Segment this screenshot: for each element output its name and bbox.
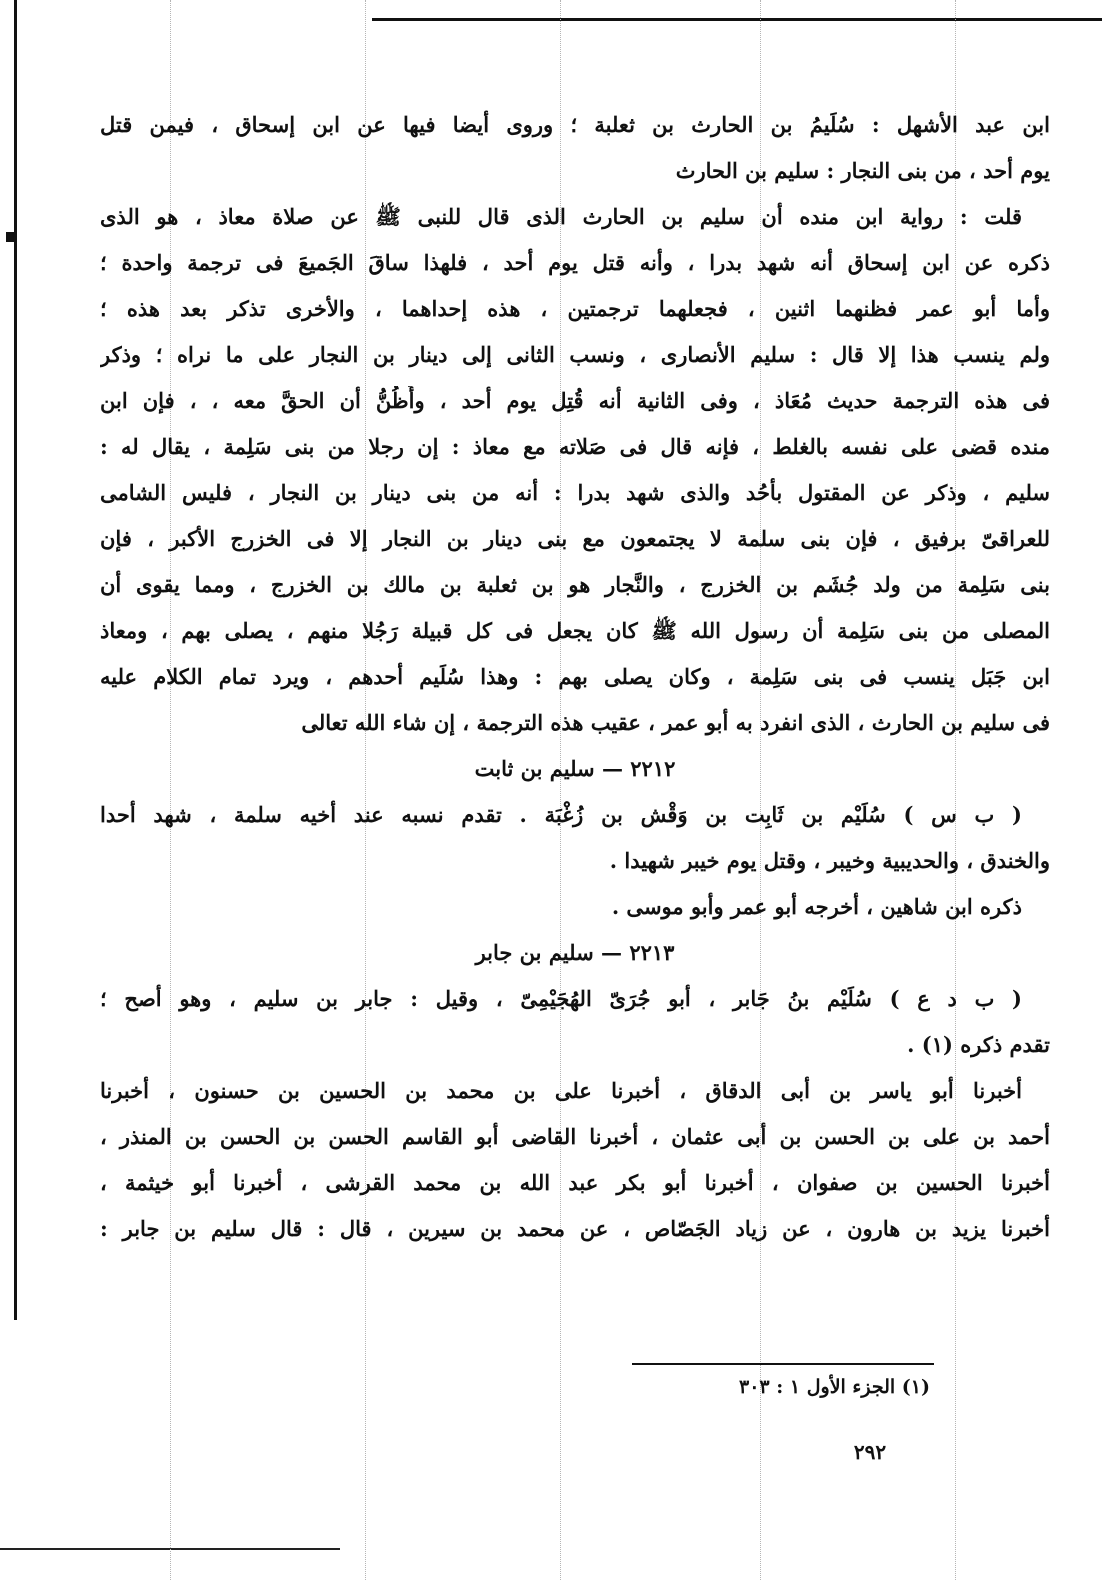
text-line: منده قضى على نفسه بالغلط ، فإنه قال فى صَلاته مع معاذ : إن رجلا من بنى سَلِمة ، يقال له : — [100, 434, 1050, 459]
text-line: قلت : رواية ابن منده أن سليم بن الحارث الذى قال للنبى ﷺ عن صلاة معاذ ، هو الذى — [100, 204, 1022, 229]
text-line: أخبرنا يزيد بن هارون ، عن زياد الجَصّاص ، عن محمد بن سيرين ، قال : قال سليم بن جابر : — [100, 1216, 1050, 1241]
text-line: المصلى من بنى سَلِمة أن رسول الله ﷺ كان يجعل فى كل قبيلة رَجُلا منهم ، يصلى بهم ، ومعاذ — [100, 618, 1050, 643]
text-line: أحمد بن على بن الحسن بن أبى عثمان ، أخبرنا القاضى أبو القاسم الحسن بن الحسن بن المنذر ، — [100, 1124, 1050, 1149]
text-line: ابن عبد الأشهل : سُلَيمُ بن الحارث بن ثعلبة ؛ وروى أيضا فيها عن ابن إسحاق ، فيمن قتل — [100, 112, 1050, 137]
text-line: للعراقىّ برفيق ، فإن بنى سلمة لا يجتمعون مع بنى دينار بن النجار إلا فى الخزرج الأكبر ، فإن — [100, 526, 1050, 551]
text-line: ( ب د ع ) سُلَيْم بنُ جَابر ، أبو جُرَىّ الهُجَيْمِىّ ، وقيل : جابر بن سليم ، وهو أصح ؛ — [100, 986, 1022, 1011]
text-line: يوم أحد ، من بنى النجار : سليم بن الحارث — [675, 158, 1050, 183]
text-line: والخندق ، والحديبية وخيبر ، وقتل يوم خيبر شهيدا . — [609, 848, 1050, 873]
text-line: ولم ينسب هذا إلا قال : سليم الأنصارى ، ونسب الثانى إلى دينار بن النجار على ما نراه ؛ وذكر — [100, 342, 1050, 367]
text-line: ابن جَبَل ينسب فى بنى سَلِمة ، وكان يصلى بهم : وهذا سُلَيم أحدهم ، ويرد تمام الكلام عليه — [100, 664, 1050, 689]
text-line: ذكره ابن شاهين ، أخرجه أبو عمر وأبو موسى . — [611, 894, 1022, 919]
text-line: أخبرنا أبو ياسر بن أبى الدقاق ، أخبرنا على بن محمد بن الحسين بن حسنون ، أخبرنا — [100, 1078, 1022, 1103]
page-body — [100, 110, 1050, 1260]
text-line: تقدم ذكره (١) . — [907, 1032, 1050, 1057]
text-line: فى هذه الترجمة حديث مُعَاذ ، وفى الثانية أنه قُتِل يوم أحد ، وأَظُنُّ أن الحقَّ معه ، ، فإن ابن — [100, 388, 1050, 413]
scan-border-top — [372, 18, 1102, 21]
text-line: فى سليم بن الحارث ، الذى انفرد به أبو عمر ، عقيب هذه الترجمة ، إن شاء الله تعالى — [301, 710, 1050, 735]
entry-heading: ٢٢١٣ — سليم بن جابر — [475, 940, 675, 965]
text-line: أخبرنا الحسين بن صفوان ، أخبرنا أبو بكر عبد الله بن محمد القرشى ، أخبرنا أبو خيثمة ، — [100, 1170, 1050, 1195]
text-line: بنى سَلِمة من ولد جُشَم بن الخزرج ، والنَّجار هو بن ثعلبة بن مالك بن الخزرج ، ومما يقوى أن — [100, 572, 1050, 597]
text-line: ذكره عن ابن إسحاق أنه شهد بدرا ، وأنه قتل يوم أحد ، فلهذا ساقَ الجَميعَ فى ترجمة واحدة ؛ — [100, 250, 1050, 275]
footnote-rule — [632, 1363, 934, 1365]
scan-mark — [6, 232, 16, 242]
page-number: ٢٩٢ — [853, 1440, 887, 1464]
text-line: ( ب س ) سُلَيْم بن ثَابِت بن وَقْش بن زُغْبَة . تقدم نسبه عند أخيه سلمة ، شهد أحدا — [100, 802, 1022, 827]
footnote: (١) الجزء الأول ١ : ٣٠٣ — [739, 1376, 930, 1398]
text-line: وأما أبو عمر فظنهما اثنين ، فجعلهما ترجمتين ، هذه إحداهما ، والأخرى تذكر بعد هذه ؛ — [100, 296, 1050, 321]
entry-heading: ٢٢١٢ — سليم بن ثابت — [474, 756, 676, 781]
scan-border-left — [14, 0, 17, 1320]
text-line: سليم ، وذكر عن المقتول بأُحُد والذى شهد بدرا : أنه من بنى دينار بن النجار ، فليس الشامى — [100, 480, 1050, 505]
